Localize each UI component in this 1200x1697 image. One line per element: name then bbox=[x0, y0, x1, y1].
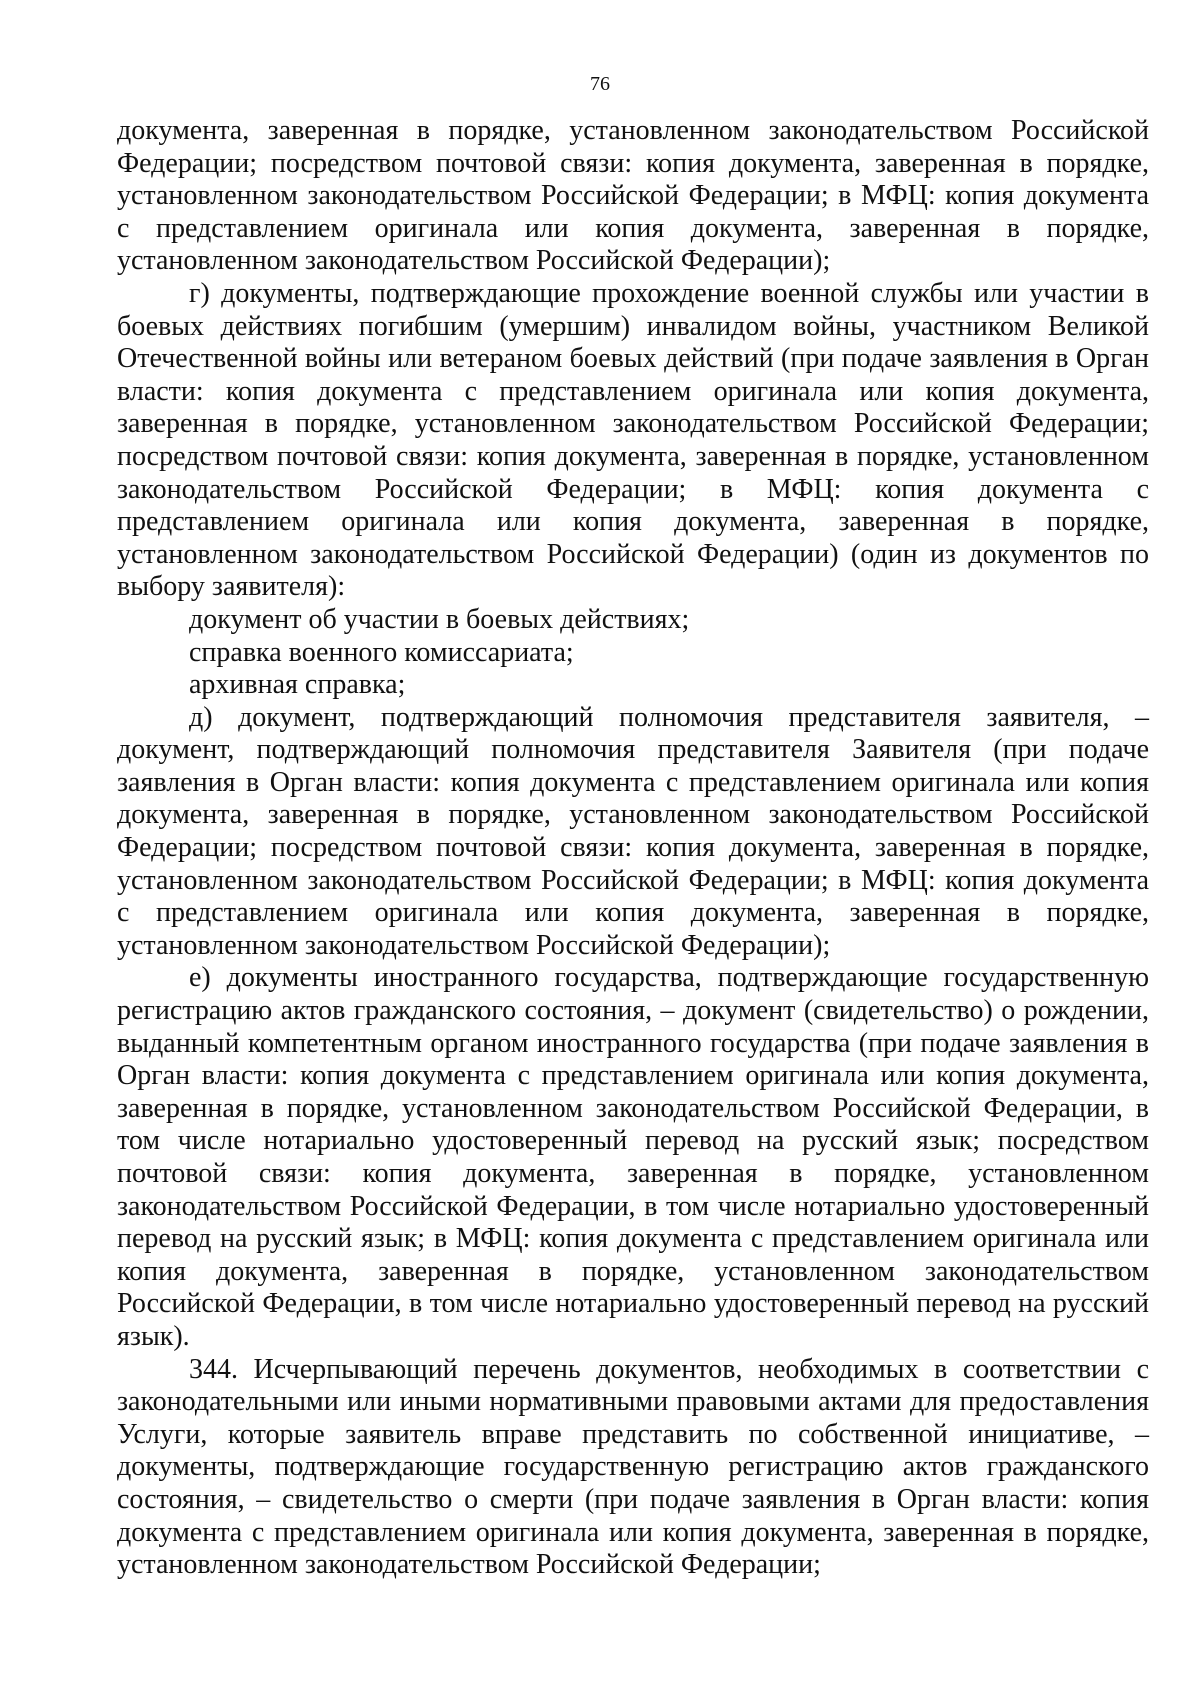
paragraph-item-d: д) документ, подтверждающий полномочия представителя заявителя, – документ, подтверждающий полномочия представителя Заявителя (при подаче заявления в Орган власти: копия документа с представлением оригинала или копия документа, заверенная в порядке, установленном законодательством Российской Федерации; посредством почтовой связи: копия документа, заверенная в порядке, установленном законодательством Российской Федерации; в МФЦ: копия документа с представлением оригинала или копия документа, заверенная в порядке, установленном законодательством Российской Федерации); bbox=[117, 701, 1149, 961]
list-item: документ об участии в боевых действиях; bbox=[189, 603, 690, 635]
paragraph-item-e: е) документы иностранного государства, подтверждающие государственную регистрацию актов гражданского состояния, – документ (свидетельство) о рождении, выданный компетентным органом иностранного государства (при подаче заявления в Орган власти: копия документа с представлением оригинала или копия документа, заверенная в порядке, установленном законодательством Российской Федерации, в том числе нотариально удостоверенный перевод на русский язык; посредством почтовой связи: копия документа, заверенная в порядке, установленном законодательством Российской Федерации, в том числе нотариально удостоверенный перевод на русский язык; в МФЦ: копия документа с представлением оригинала или копия документа, заверенная в порядке, установленном законодательством Российской Федерации, в том числе нотариально удостоверенный перевод на русский язык). bbox=[117, 962, 1149, 1352]
list-item: архивная справка; bbox=[189, 669, 406, 701]
paragraph-item-g: г) документы, подтверждающие прохождение военной службы или участии в боевых действиях погибшим (умершим) инвалидом войны, участником Великой Отечественной войны или ветераном боевых действий (при подаче заявления в Орган власти: копия документа с представлением оригинала или копия документа, заверенная в порядке, установленном законодательством Российской Федерации; посредством почтовой связи: копия документа, заверенная в порядке, установленном законодательством Российской Федерации; в МФЦ: копия документа с представлением оригинала или копия документа, заверенная в порядке, установленном законодательством Российской Федерации) (один из документов по выбору заявителя): bbox=[117, 277, 1149, 603]
paragraph-continuation: документа, заверенная в порядке, установленном законодательством Российской Федерации; посредством почтовой связи: копия документа, заверенная в порядке, установленном законодательством Российской Федерации; в МФЦ: копия документа с представлением оригинала или копия документа, заверенная в порядке, установленном законодательством Российской Федерации); bbox=[117, 115, 1149, 277]
paragraph-344: 344. Исчерпывающий перечень документов, необходимых в соответствии с законодательными или иными нормативными правовыми актами для предоставления Услуги, которые заявитель вправе представить по собственной инициативе, – документы, подтверждающие государственную регистрацию актов гражданского состояния, – свидетельство о смерти (при подаче заявления в Орган власти: копия документа с представлением оригинала или копия документа, заверенная в порядке, установленном законодательством Российской Федерации; bbox=[117, 1353, 1149, 1581]
list-item: справка военного комиссариата; bbox=[189, 636, 574, 668]
document-body bbox=[117, 115, 1149, 1582]
page-number: 76 bbox=[590, 73, 610, 95]
